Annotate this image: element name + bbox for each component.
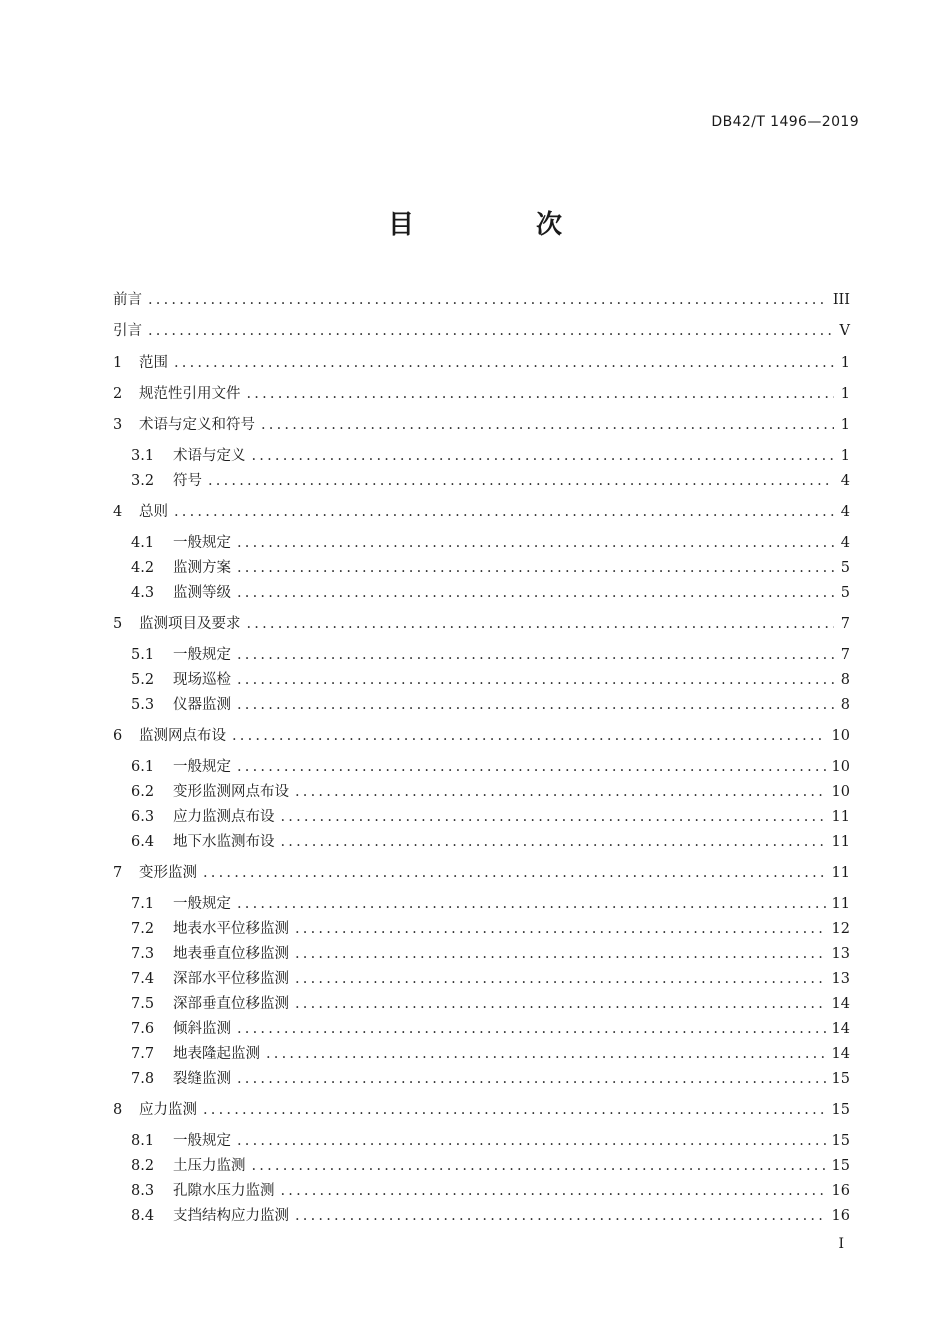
toc-entry[interactable] (131, 1017, 850, 1037)
toc-entry-title: 术语与定义 (173, 448, 246, 464)
toc-entry[interactable] (131, 1179, 850, 1199)
toc-entry[interactable] (131, 643, 850, 663)
toc-entry-page: 14 (831, 996, 850, 1012)
toc-entry[interactable] (113, 612, 850, 632)
toc-entry-number: 7 (113, 865, 123, 881)
toc-entry-title: 规范性引用文件 (139, 386, 241, 402)
toc-entry-page: 4 (840, 473, 850, 489)
toc-entry[interactable] (131, 1204, 850, 1224)
toc-entry-title: 监测等级 (173, 585, 231, 601)
toc-entry-title: 一般规定 (173, 896, 231, 912)
toc-entry-page: 8 (840, 697, 850, 713)
toc-entry-page: 10 (831, 784, 850, 800)
toc-entry-page: 7 (840, 647, 850, 663)
toc-entry[interactable] (131, 1129, 850, 1149)
toc-entry-title: 地表垂直位移监测 (173, 946, 289, 962)
toc-entry-page: 16 (831, 1208, 850, 1224)
toc-entry-title: 地表水平位移监测 (173, 921, 289, 937)
toc-leader-dots (237, 585, 834, 601)
toc-entry-page: 13 (831, 946, 850, 962)
toc-leader-dots (281, 809, 826, 825)
toc-entry-page: 12 (831, 921, 850, 937)
toc-entry-title: 孔隙水压力监测 (173, 1183, 275, 1199)
toc-leader-dots (281, 834, 826, 850)
toc-entry-number: 8.3 (131, 1183, 155, 1199)
toc-entry-number: 4 (113, 504, 123, 520)
toc-entry-number: 7.8 (131, 1071, 155, 1087)
toc-leader-dots (203, 865, 826, 881)
toc-entry[interactable] (131, 892, 850, 912)
toc-entry-title: 裂缝监测 (173, 1071, 231, 1087)
toc-leader-dots (232, 728, 826, 744)
toc-entry-title: 一般规定 (173, 535, 231, 551)
toc-entry[interactable] (113, 861, 850, 881)
toc-entry[interactable] (113, 382, 850, 402)
toc-leader-dots (237, 1133, 826, 1149)
toc-entry-number: 1 (113, 355, 123, 371)
toc-entry-number: 7.6 (131, 1021, 155, 1037)
toc-entry[interactable] (131, 780, 850, 800)
toc-entry-page: 10 (831, 759, 850, 775)
toc-entry[interactable] (113, 1098, 850, 1118)
toc-entry-title: 仪器监测 (173, 697, 231, 713)
toc-entry[interactable] (131, 444, 850, 464)
toc-entry-number: 3.1 (131, 448, 155, 464)
toc-entry-page: 14 (831, 1046, 850, 1062)
toc-entry-number: 4.2 (131, 560, 155, 576)
toc-leader-dots (295, 784, 826, 800)
toc-entry[interactable] (131, 693, 850, 713)
toc-leader-dots (174, 355, 834, 371)
toc-leader-dots (237, 1021, 826, 1037)
toc-leader-dots (252, 448, 835, 464)
toc-entry-title: 引言 (113, 323, 142, 339)
toc-entry-page: 5 (840, 560, 850, 576)
toc-leader-dots (295, 921, 826, 937)
toc-entry-title: 一般规定 (173, 1133, 231, 1149)
toc-entry-number: 6.4 (131, 834, 155, 850)
toc-entry[interactable] (131, 830, 850, 850)
toc-entry-title: 监测方案 (173, 560, 231, 576)
toc-entry-page: 15 (831, 1133, 850, 1149)
toc-entry-page: 1 (840, 355, 850, 371)
toc-leader-dots (266, 1046, 826, 1062)
toc-entry-title: 深部水平位移监测 (173, 971, 289, 987)
toc-entry-title: 变形监测网点布设 (173, 784, 289, 800)
toc-entry-page: 11 (831, 809, 850, 825)
toc-entry-number: 7.3 (131, 946, 155, 962)
toc-entry-page: 11 (831, 896, 850, 912)
toc-leader-dots (295, 971, 826, 987)
toc-entry-page: 11 (831, 834, 850, 850)
toc-entry-page: 10 (831, 728, 850, 744)
toc-entry-page: 1 (840, 417, 850, 433)
toc-leader-dots (237, 896, 826, 912)
page-title: 目 次 (387, 210, 610, 240)
toc-entry[interactable] (113, 288, 850, 308)
toc-leader-dots (237, 1071, 826, 1087)
toc-entry[interactable] (113, 319, 850, 339)
toc-leader-dots (237, 647, 834, 663)
toc-entry-title: 前言 (113, 292, 142, 308)
toc-entry-page: III (832, 292, 850, 308)
toc-entry-title: 地表隆起监测 (173, 1046, 260, 1062)
toc-entry-number: 8.2 (131, 1158, 155, 1174)
toc-entry-title: 土压力监测 (173, 1158, 246, 1174)
toc-entry-page: 1 (840, 448, 850, 464)
toc-entry-title: 应力监测点布设 (173, 809, 275, 825)
toc-entry[interactable] (113, 500, 850, 520)
toc-entry-title: 变形监测 (139, 865, 197, 881)
toc-entry-number: 5.3 (131, 697, 155, 713)
toc-entry[interactable] (131, 992, 850, 1012)
toc-leader-dots (237, 535, 834, 551)
toc-entry-page: V (839, 323, 850, 339)
toc-entry-number: 6.3 (131, 809, 155, 825)
toc-entry[interactable] (113, 413, 850, 433)
toc-entry-number: 3 (113, 417, 123, 433)
toc-entry-title: 监测网点布设 (139, 728, 226, 744)
toc-entry-page: 16 (831, 1183, 850, 1199)
toc-entry[interactable] (131, 1154, 850, 1174)
toc-entry-title: 监测项目及要求 (139, 616, 241, 632)
toc-leader-dots (237, 560, 834, 576)
toc-entry-number: 6.2 (131, 784, 155, 800)
toc-entry-title: 符号 (173, 473, 202, 489)
toc-entry-page: 4 (840, 504, 850, 520)
toc-entry-number: 8.4 (131, 1208, 155, 1224)
toc-leader-dots (295, 996, 826, 1012)
toc-entry-number: 5.2 (131, 672, 155, 688)
toc-leader-dots (247, 386, 835, 402)
toc-entry[interactable] (131, 581, 850, 601)
toc-entry-page: 13 (831, 971, 850, 987)
toc-entry-number: 8.1 (131, 1133, 155, 1149)
toc-entry[interactable] (131, 1067, 850, 1087)
toc-entry-page: 11 (831, 865, 850, 881)
toc-entry-number: 6 (113, 728, 123, 744)
toc-entry-page: 15 (831, 1158, 850, 1174)
toc-entry-page: 7 (840, 616, 850, 632)
document-code: DB42/T 1496—2019 (711, 114, 859, 130)
toc-entry-title: 倾斜监测 (173, 1021, 231, 1037)
toc-entry-number: 4.1 (131, 535, 155, 551)
toc-entry-number: 8 (113, 1102, 123, 1118)
toc-leader-dots (295, 1208, 826, 1224)
toc-entry-number: 7.5 (131, 996, 155, 1012)
toc-entry-page: 15 (831, 1071, 850, 1087)
toc-entry-page: 15 (831, 1102, 850, 1118)
toc-entry-title: 现场巡检 (173, 672, 231, 688)
toc-entry-title: 应力监测 (139, 1102, 197, 1118)
toc-entry[interactable] (131, 917, 850, 937)
toc-entry-title: 总则 (139, 504, 168, 520)
toc-entry[interactable] (131, 668, 850, 688)
toc-entry[interactable] (131, 469, 850, 489)
toc-entry[interactable] (131, 1042, 850, 1062)
toc-leader-dots (208, 473, 834, 489)
toc-entry-page: 1 (840, 386, 850, 402)
toc-entry-number: 3.2 (131, 473, 155, 489)
toc-leader-dots (237, 759, 826, 775)
toc-entry[interactable] (131, 531, 850, 551)
toc-leader-dots (252, 1158, 826, 1174)
toc-leader-dots (237, 697, 834, 713)
toc-leader-dots (295, 946, 826, 962)
toc-entry-number: 7.1 (131, 896, 155, 912)
toc-entry-page: 4 (840, 535, 850, 551)
toc-entry-number: 5.1 (131, 647, 155, 663)
toc-entry-title: 范围 (139, 355, 168, 371)
toc-leader-dots (148, 323, 834, 339)
toc-entry-title: 支挡结构应力监测 (173, 1208, 289, 1224)
toc-entry[interactable] (113, 351, 850, 371)
toc-entry-title: 一般规定 (173, 759, 231, 775)
toc-entry-number: 7.2 (131, 921, 155, 937)
toc-entry-title: 一般规定 (173, 647, 231, 663)
toc-entry-page: 5 (840, 585, 850, 601)
toc-entry-number: 2 (113, 386, 123, 402)
toc-entry[interactable] (131, 755, 850, 775)
toc-leader-dots (237, 672, 834, 688)
toc-entry-title: 地下水监测布设 (173, 834, 275, 850)
toc-entry-number: 4.3 (131, 585, 155, 601)
toc-entry-page: 14 (831, 1021, 850, 1037)
toc-entry[interactable] (131, 556, 850, 576)
toc-entry-number: 7.4 (131, 971, 155, 987)
toc-entry-title: 术语与定义和符号 (139, 417, 255, 433)
toc-entry-number: 6.1 (131, 759, 155, 775)
toc-leader-dots (281, 1183, 826, 1199)
toc-entry-title: 深部垂直位移监测 (173, 996, 289, 1012)
toc-leader-dots (148, 292, 827, 308)
footer-page-number: I (838, 1236, 844, 1252)
toc-leader-dots (247, 616, 835, 632)
toc-entry[interactable] (131, 967, 850, 987)
toc-entry[interactable] (113, 724, 850, 744)
toc-leader-dots (261, 417, 834, 433)
toc-leader-dots (203, 1102, 826, 1118)
toc-entry[interactable] (131, 942, 850, 962)
toc-entry-number: 5 (113, 616, 123, 632)
toc-entry-page: 8 (840, 672, 850, 688)
toc-entry-number: 7.7 (131, 1046, 155, 1062)
toc-entry[interactable] (131, 805, 850, 825)
toc-leader-dots (174, 504, 834, 520)
